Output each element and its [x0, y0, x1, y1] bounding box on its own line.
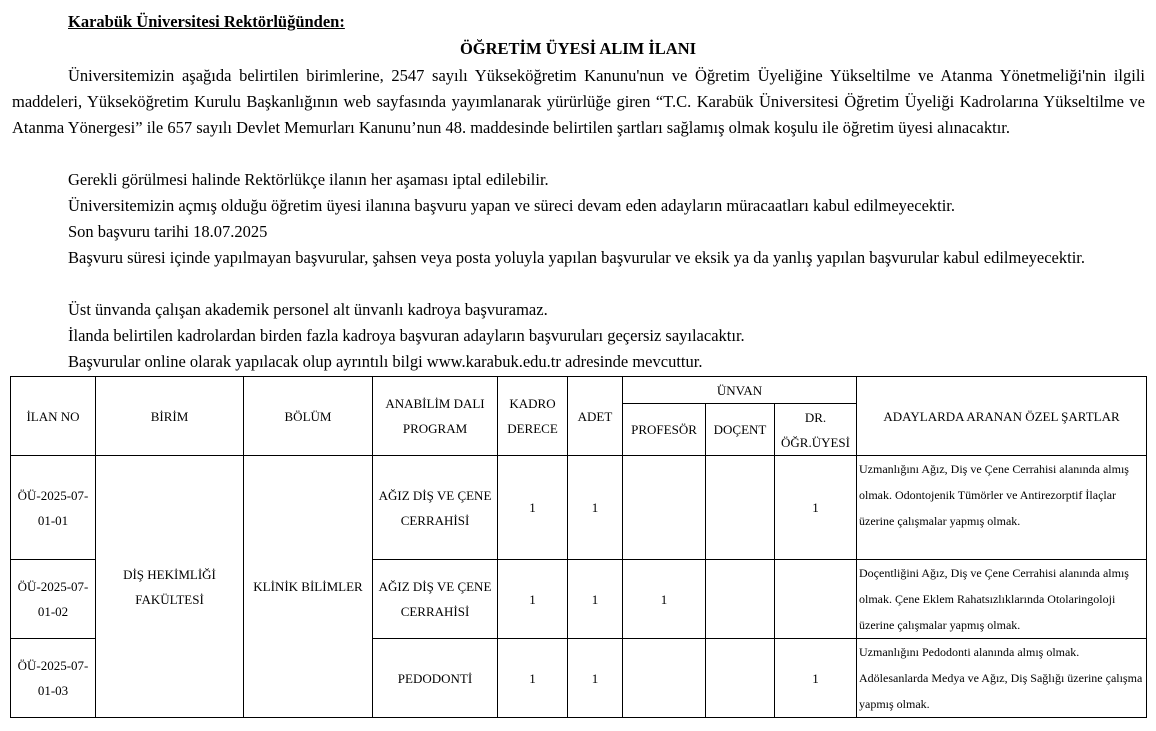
- kadro-cell: 1: [498, 560, 568, 639]
- requirements-cell: Doçentliğini Ağız, Diş ve Çene Cerrahisi alanında almış olmak. Çene Eklem Rahatsızlıklarında Otolaringoloji üzerine çalışmalar yapmış olmak.: [857, 560, 1147, 639]
- docent-cell: [706, 639, 775, 718]
- kadro-cell: 1: [498, 639, 568, 718]
- dr-cell: [775, 560, 857, 639]
- dr-cell: 1: [775, 456, 857, 560]
- announcement-title: ÖĞRETİM ÜYESİ ALIM İLANI: [459, 39, 697, 58]
- profesor-cell: 1: [623, 560, 706, 639]
- paragraph-cancel: Gerekli görülmesi halinde Rektörlükçe ilanın her aşaması iptal edilebilir.: [68, 170, 549, 189]
- header-profesor: PROFESÖR: [623, 404, 706, 456]
- ilan-no-cell: ÖÜ-2025-07-01-03: [11, 639, 96, 718]
- paragraph-ongoing: Üniversitemizin açmış olduğu öğretim üyesi ilanına başvuru yapan ve süreci devam eden adayların müracaatları kabul edilmeyecektir.: [68, 196, 956, 215]
- ilan-no-cell: ÖÜ-2025-07-01-02: [11, 560, 96, 639]
- adet-cell: 1: [568, 560, 623, 639]
- profesor-cell: [623, 456, 706, 560]
- header-anabilim: ANABİLİM DALI PROGRAM: [373, 377, 498, 456]
- header-docent: DOÇENT: [706, 404, 775, 456]
- paragraph-online: Başvurular online olarak yapılacak olup ayrıntılı bilgi www.karabuk.edu.tr adresinde mevcuttur.: [68, 352, 703, 371]
- paragraph-invalid: Başvuru süresi içinde yapılmayan başvurular, şahsen veya posta yoluyla yapılan başvurular ve eksik ya da yanlış yapılan başvurular kabul edilmeyecektir.: [68, 248, 1085, 267]
- anabilim-cell: AĞIZ DİŞ VE ÇENE CERRAHİSİ: [373, 560, 498, 639]
- birim-cell: DİŞ HEKİMLİĞİ FAKÜLTESİ: [96, 456, 244, 718]
- header-bolum: BÖLÜM: [244, 377, 373, 456]
- anabilim-cell: PEDODONTİ: [373, 639, 498, 718]
- requirements-cell: Uzmanlığını Pedodonti alanında almış olmak. Adölesanlarda Medya ve Ağız, Diş Sağlığı üzerine çalışma yapmış olmak.: [857, 639, 1147, 718]
- header-sartlar: ADAYLARDA ARANAN ÖZEL ŞARTLAR: [857, 377, 1147, 456]
- ilan-no-cell: ÖÜ-2025-07-01-01: [11, 456, 96, 560]
- positions-table: [10, 376, 1147, 718]
- paragraph-title-rule: Üst ünvanda çalışan akademik personel alt ünvanlı kadroya başvuramaz.: [68, 300, 548, 319]
- paragraph-deadline: Son başvuru tarihi 18.07.2025: [68, 222, 268, 241]
- header-adet: ADET: [568, 377, 623, 456]
- docent-cell: [706, 456, 775, 560]
- adet-cell: 1: [568, 639, 623, 718]
- header-birim: BİRİM: [96, 377, 244, 456]
- requirements-cell: Uzmanlığını Ağız, Diş ve Çene Cerrahisi alanında almış olmak. Odontojenik Tümörler ve Antirezorptif İlaçlar üzerine çalışmalar yapmış olmak.: [857, 456, 1147, 560]
- dr-cell: 1: [775, 639, 857, 718]
- docent-cell: [706, 560, 775, 639]
- paragraph-intro: Üniversitemizin aşağıda belirtilen birimlerine, 2547 sayılı Yükseköğretim Kanunu'nun ve Öğretim Üyeliğine Yükseltilme ve Atanma Yönetmeliği'nin ilgili maddeleri, Yükseköğretim Kurulu Başkanlığının web sayfasında yayımlanarak yürürlüğe giren “T.C. Karabük Üniversitesi Öğretim Üyeliği Kadrolarına Yükseltilme ve Atanma Yönergesi” ile 657 sayılı Devlet Memurları Kanunu’nun 48. maddesinde belirtilen şartları sağlamış olmak koşulu ile öğretim üyesi alınacaktır.: [12, 66, 1145, 137]
- paragraph-multiple: İlanda belirtilen kadrolardan birden fazla kadroya başvuran adayların başvuruları geçersiz sayılacaktır.: [68, 326, 745, 345]
- header-unvan: ÜNVAN: [623, 377, 857, 404]
- bolum-cell: KLİNİK BİLİMLER: [244, 456, 373, 718]
- anabilim-cell: AĞIZ DİŞ VE ÇENE CERRAHİSİ: [373, 456, 498, 560]
- header-ilan-no: İLAN NO: [11, 377, 96, 456]
- header-dr: DR. ÖĞR.ÜYESİ: [775, 404, 857, 456]
- adet-cell: 1: [568, 456, 623, 560]
- profesor-cell: [623, 639, 706, 718]
- header-kadro: KADRO DERECE: [498, 377, 568, 456]
- kadro-cell: 1: [498, 456, 568, 560]
- table-row: [11, 456, 1147, 560]
- announcement-heading: Karabük Üniversitesi Rektörlüğünden:: [68, 12, 345, 31]
